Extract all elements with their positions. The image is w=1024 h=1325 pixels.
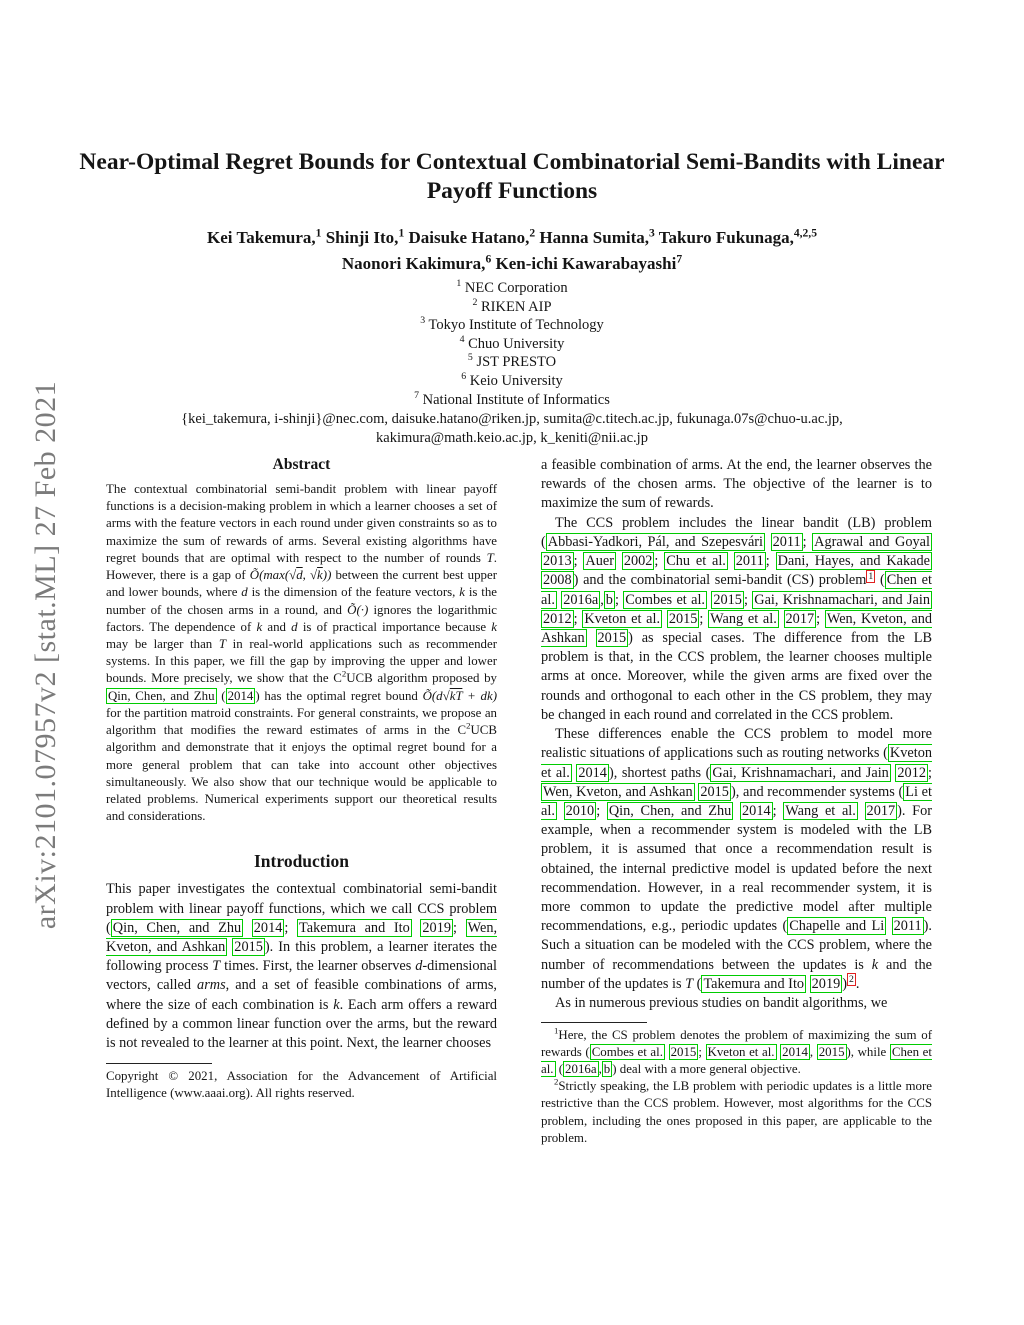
superscript: 2 (529, 226, 536, 240)
math-expression: k (871, 956, 879, 973)
text-span: ignores the logarithmic factors. The dependence of (106, 602, 497, 634)
citation-link[interactable]: Chen et al. (541, 1045, 932, 1077)
text-span (858, 803, 865, 819)
citation-link[interactable]: Takemura and Ito (299, 919, 410, 936)
abstract-heading: Abstract (272, 456, 331, 473)
affiliation: $^7$ National Institute of Informatics (414, 389, 610, 408)
text-span: ) as special cases. The difference from the LB problem is that, in the CCS problem, the learner chooses multiple arms at once. Moreover, while the given arms are fixed over the rounds and orthogonal to each other in the CS problem, they may be changed in each round and correlated in the CCS problem. (541, 629, 932, 723)
citation-link[interactable]: 2011 (893, 918, 922, 935)
text-span (886, 918, 891, 934)
citation-link[interactable]: 2015 (700, 783, 729, 800)
superscript: 2 (466, 720, 471, 731)
math-expression: Õ(·) (347, 602, 369, 617)
superscript: 6 (485, 252, 492, 266)
text-span: ; (743, 591, 753, 608)
citation-link[interactable]: 2014 (578, 764, 607, 781)
citation-link[interactable]: Li et al. (541, 783, 933, 819)
text-span: ; (596, 802, 607, 819)
text-span: Naonori Kakimura, (341, 253, 486, 273)
citation-link[interactable]: 2011 (735, 553, 764, 570)
citation-link[interactable]: 2016a (563, 591, 599, 608)
superscript: 3 (649, 226, 655, 240)
math-expression: d (241, 585, 248, 600)
math-expression: d (291, 619, 298, 634)
citation-link[interactable]: 2014 (782, 1045, 808, 1060)
citation-link[interactable]: Chu et al. (666, 553, 726, 570)
text-span: ( (875, 572, 885, 589)
citation-link[interactable]: b (603, 1062, 611, 1077)
math-expression: k (256, 619, 263, 634)
superscript: 1 (554, 1026, 559, 1037)
right-column (541, 456, 932, 1147)
citation-link[interactable]: Wen, Kveton, and Ashkan (543, 783, 693, 800)
text-span: and the number of the updates is (541, 956, 932, 992)
text-span: , (809, 1045, 817, 1060)
copyright-block (106, 1063, 497, 1102)
paragraph (541, 514, 932, 725)
text-span: between the current best upper and lower bounds, where (106, 568, 497, 600)
affiliation: $^4$ Chuo University (459, 334, 565, 352)
text-span: and (262, 619, 292, 634)
citation-link[interactable]: Chen et al. (541, 572, 932, 608)
text-span: ; (573, 553, 584, 570)
text-span: ; (614, 591, 624, 608)
authors-line-2 (0, 251, 1024, 277)
superscript: 1 (315, 226, 322, 240)
footnote-rule (541, 1022, 647, 1023)
citation-link[interactable]: 2015 (668, 610, 698, 627)
copyright-text: Copyright © 2021, Association for the Advancement of Artificial Intelligence (www.aaai.org). All rights reserved. (106, 1069, 497, 1101)
text-span: ), while (846, 1045, 890, 1060)
text-span: Here, the CS problem denotes the problem of maximizing the sum of rewards ( (541, 1028, 932, 1060)
citation-link[interactable]: Kveton et al. (541, 745, 932, 781)
text-span: Takuro Fukunaga, (654, 228, 794, 248)
abstract-text (106, 481, 497, 825)
text-span: for the partition matroid constraints. For general constraints, we propose an algorithm that modifies the reward estimates of arms in the C (106, 705, 497, 738)
text-span: ) and the combinatorial semi-bandit (CS) problem (573, 572, 867, 589)
text-span (587, 630, 596, 646)
citation-link[interactable]: 2008 (543, 572, 572, 589)
citation-link[interactable]: Kveton et al. (707, 1045, 775, 1060)
text-span (243, 920, 252, 936)
footnote (541, 1078, 932, 1146)
text-span (765, 534, 771, 550)
text-span: ; (453, 919, 466, 936)
math-expression: T (486, 550, 494, 565)
citation-link[interactable]: Qin, Chen, and Zhu (108, 688, 215, 703)
math-expression: )) (322, 568, 332, 583)
text-span: ), shortest paths ( (608, 764, 711, 781)
paragraph (541, 994, 932, 1013)
text-span: times. First, the learner observes (220, 958, 416, 975)
citation-link[interactable]: 2015 (597, 629, 627, 646)
citation-link[interactable]: 2014 (227, 688, 254, 703)
emphasis-text: arms (197, 977, 226, 994)
text-span: , (600, 591, 604, 608)
text-span: Strictly speaking, the LB problem with periodic updates is a little more restrictive than the CCS problem. However, most algorithms for the CCS problem, including the ones proposed in this paper, are applicable to the problem. (541, 1079, 932, 1145)
superscript: 4,2,5 (793, 226, 817, 240)
math-expression: Õ(d (422, 688, 443, 703)
citation-link[interactable]: 2010 (565, 802, 595, 819)
introduction-heading: Introduction (254, 851, 349, 872)
text-span: ( (216, 688, 226, 703)
text-span (557, 803, 564, 819)
citation-link[interactable]: Combes et al. (625, 591, 705, 608)
footnotes-block (541, 1022, 932, 1146)
math-sqrt-expression: √kT (442, 688, 463, 703)
footnote-rule (106, 1063, 212, 1064)
text-span: is of practical importance because (297, 619, 492, 634)
left-column (106, 456, 497, 1147)
text-span: ), and recommender systems ( (730, 783, 904, 800)
text-span: ( (693, 975, 702, 992)
text-span: UCB algorithm proposed by (346, 671, 497, 686)
introduction-paragraph (106, 880, 497, 1053)
text-span: ; (699, 610, 709, 627)
text-span: in real-world applications such as recommender systems. In this paper, we fill the gap by improving the upper and lower bounds. More precisely, we show that the C (106, 636, 497, 686)
superscript: 2 (341, 669, 347, 680)
citation-link[interactable]: 2013 (543, 553, 572, 570)
text-span: is the number of the chosen arms in a round, and (106, 585, 498, 617)
citation-link[interactable]: Gai, Krishnamachari, and Jain (754, 591, 931, 608)
math-expression: + dk) (462, 688, 497, 703)
text-span: a feasible combination of arms. At the end, the learner observes the rewards of the chosen arms. The objective of the learner is to maximize the sum of rewards. (541, 457, 932, 512)
citation-link[interactable]: 2011 (772, 533, 801, 550)
citation-link[interactable]: Chapelle and Li (789, 918, 885, 935)
citation-link[interactable]: Wen, Kveton, and Ashkan (541, 610, 933, 646)
math-expression: Õ(max( (249, 568, 290, 583)
text-span: , (598, 1062, 602, 1077)
math-expression: d (415, 958, 423, 975)
citation-link[interactable]: 2015 (234, 939, 263, 956)
text-span: UCB algorithm and demonstrate that it enjoys the optimal regret bound for a more general problem that can take into account other objectives simultaneously. We also show that our technique would be applicable to related problems. Numerical experiments support our theoretical results and considerations. (106, 723, 497, 824)
text-span: Hanna Sumita, (535, 228, 650, 248)
email-line: kakimura@math.keio.ac.jp, k_keniti@nii.ac.jp (376, 429, 648, 446)
math-expression: T (685, 975, 694, 992)
citation-link[interactable]: Combes et al. (591, 1045, 663, 1060)
affiliation: $^5$ JST PRESTO (467, 352, 557, 371)
citation-link[interactable]: 2016a (565, 1062, 597, 1077)
text-span: Shinji Ito, (321, 228, 399, 248)
math-sqrt-expression: √d (289, 568, 303, 583)
text-span: ) has the optimal regret bound (255, 688, 423, 703)
superscript: 7 (676, 252, 683, 266)
affiliation: $^2$ RIKEN AIP (472, 296, 552, 315)
text-span: The contextual combinatorial semi-bandit problem with linear payoff functions is a decision-making problem in which a learner chooses a set of arms with the feature vectors in each round under given constraints so as to maximize the sum of rewards of arms. Several existing algorithms have regret bounds that are optimal with respect to the number of rounds (106, 482, 497, 565)
citation-link[interactable]: 2015 (713, 591, 742, 608)
paper-header (0, 148, 1024, 448)
math-sqrt-expression: √k (309, 568, 323, 583)
math-expression: k (459, 585, 465, 600)
citation-link[interactable]: b (605, 591, 613, 608)
text-span (728, 553, 734, 569)
citation-link[interactable]: 2019 (811, 975, 841, 992)
text-span: -dimensional vectors, called (106, 958, 497, 994)
citation-link[interactable]: 2002 (623, 553, 653, 570)
superscript: 2 (554, 1077, 559, 1088)
citation-link[interactable]: Abbasi-Yadkori, Pál, and Szepesvári (547, 533, 764, 550)
text-span: is the dimension of the feature vectors, (247, 585, 460, 600)
affiliation: $^1$ NEC Corporation (456, 278, 568, 297)
text-span: , and a set of feasible combinations of arms, where the size of each combination is (106, 977, 497, 1013)
text-span: ; (802, 533, 813, 550)
two-column-body (106, 456, 932, 1147)
text-span: Kei Takemura, (207, 228, 316, 248)
text-span: ). For example, when a recommender system is modeled with the LB problem, it is assumed that once a recommendation result is obtained, the internal predictive model is updated before the next recommendation. However, in a real recommender system, it is more common to update the predictive model after multiple recommendations, e.g., periodic updates ( (541, 802, 933, 935)
citation-link[interactable]: 2017 (866, 802, 896, 819)
text-span: ( (555, 1062, 564, 1077)
footnote (541, 1027, 932, 1078)
email-line: {kei_takemura, i-shinji}@nec.com, daisuke.hatano@riken.jp, sumita@c.titech.ac.jp, fukunaga.07s@chuo-u.ac.jp, (181, 411, 843, 428)
footnote-link[interactable]: 2 (849, 974, 854, 986)
citation-link[interactable]: 2012 (543, 610, 572, 627)
citation-link[interactable]: Auer (585, 553, 614, 570)
math-expression: k (333, 996, 340, 1013)
citation-link[interactable]: Dani, Hayes, and Kakade (777, 553, 931, 570)
superscript: 1 (398, 226, 405, 240)
affiliation: $^6$ Keio University (461, 371, 563, 389)
text-span: ; (772, 802, 784, 819)
citation-link[interactable]: Wang et al. (710, 610, 777, 627)
citation-link[interactable]: Kveton et al. (584, 610, 661, 627)
text-span: This paper investigates the contextual combinatorial semi-bandit problem with linear payoff functions, which we call CCS problem ( (106, 881, 497, 936)
text-span: ; (284, 919, 297, 936)
citation-link[interactable]: Gai, Krishnamachari, and Jain (712, 764, 889, 781)
text-span: ). In this problem, a learner iterates the following process (106, 939, 497, 975)
text-span: The CCS problem includes the linear bandit (LB) problem ( (541, 514, 932, 550)
citation-link[interactable]: 2012 (897, 764, 926, 781)
text-span: As in numerous previous studies on bandit algorithms, we (555, 995, 888, 1012)
paragraph (541, 456, 932, 514)
text-span: ; (816, 610, 825, 627)
math-expression: k (491, 619, 497, 634)
citation-link[interactable]: Qin, Chen, and Zhu (608, 802, 732, 819)
arxiv-margin-stamp: arXiv:2101.07957v2 [stat.ML] 27 Feb 2021 (29, 380, 62, 930)
text-span: . Each arm offers a reward defined by a common linear function over the arms, but the reward is not revealed to the learner at this point. Next, the learner chooses (106, 996, 497, 1052)
citation-link[interactable]: Agrawal and Goyal (814, 533, 930, 550)
text-span: ) deal with a more general objective. (612, 1062, 801, 1077)
text-span: Ken-ichi Kawarabayashi (491, 253, 677, 273)
text-span: . (855, 975, 860, 992)
text-span (616, 553, 622, 569)
text-span (779, 611, 784, 627)
affiliations-block (0, 279, 1024, 409)
page-title: Near-Optimal Regret Bounds for Contextual Combinatorial Semi-Bandits with Linear Payoff Functions (79, 149, 945, 205)
text-span: . However, there is a gap of (106, 550, 497, 583)
emails-block (0, 410, 1024, 448)
citation-link[interactable]: 2019 (422, 919, 451, 936)
text-span: ; (573, 610, 583, 627)
citation-link[interactable]: 2017 (785, 610, 815, 627)
text-span: may be larger than (106, 636, 219, 651)
math-expression: T (218, 636, 227, 651)
paragraph (541, 725, 932, 994)
math-expression: , (302, 568, 310, 583)
authors-line-1 (0, 225, 1024, 251)
text-span: ). Such a situation can be modeled with the CCS problem, where the number of recommendations between the updates is (541, 918, 932, 973)
footnote-link[interactable]: 1 (868, 570, 874, 582)
text-span: ; (698, 1045, 706, 1060)
text-span: These differences enable the CCS problem to model more realistic situations of applications such as routing networks ( (541, 726, 932, 762)
citation-link[interactable]: Wang et al. (785, 802, 856, 819)
text-span: ) (842, 975, 847, 992)
citation-link[interactable]: 2015 (670, 1045, 697, 1060)
citation-link[interactable]: 2014 (742, 802, 771, 819)
text-span: Daisuke Hatano, (404, 228, 530, 248)
citation-link[interactable]: 2014 (253, 919, 283, 936)
citation-link[interactable]: Wen, Kveton, and Ashkan (106, 919, 498, 956)
text-span: ; (654, 553, 665, 570)
citation-link[interactable]: 2015 (818, 1045, 845, 1060)
citation-link[interactable]: Takemura and Ito (703, 975, 805, 992)
text-span: ; (765, 553, 776, 570)
authors-block (0, 225, 1024, 276)
citation-link[interactable]: Qin, Chen, and Zhu (112, 919, 242, 936)
affiliation: $^3$ Tokyo Institute of Technology (420, 315, 604, 334)
text-span: ; (927, 764, 932, 781)
math-expression: T (212, 958, 221, 975)
